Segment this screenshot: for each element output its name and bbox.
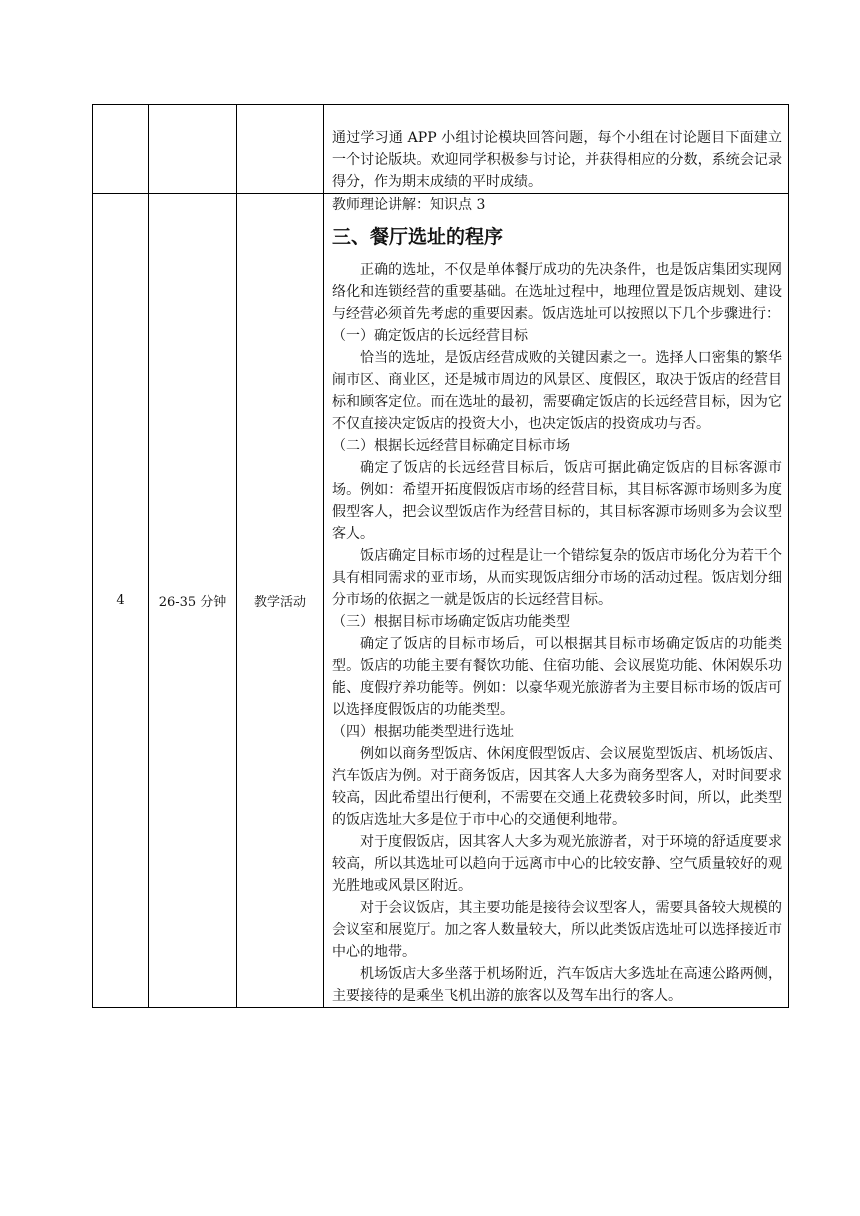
cell-empty-number [93,105,149,194]
body-paragraph: 确定了饭店的目标市场后，可以根据其目标市场确定饭店的功能类型。饭店的功能主要有餐饮功能、住宿功能、会议展览功能、休闲娱乐功能、度假疗养功能等。例如：以豪华观光旅游者为主要目标市场的饭店可以选择度假饭店的功能类型。 [332,636,782,718]
cell-row-number: 4 [93,194,149,1008]
body-paragraph: 饭店确定目标市场的过程是让一个错综复杂的饭店市场化分为若干个具有相同需求的亚市场，从而实现饭店细分市场的活动过程。饭店划分细分市场的依据之一就是饭店的长远经营目标。 [332,548,782,608]
cell-empty-time [149,105,237,194]
body-paragraph: 确定了饭店的长远经营目标后，饭店可据此确定饭店的目标客源市场。例如：希望开拓度假饭店市场的经营目标，其目标客源市场则多为度假型客人，把会议型饭店作为经营目标的，其目标客源市场则多为会议型客人。 [332,460,782,542]
knowledge-point-label: 教师理论讲解：知识点 3 [332,197,486,213]
cell-empty-type [237,105,324,194]
body-paragraph: 对于会议饭店，其主要功能是接待会议型客人，需要具备较大规模的会议室和展览厅。加之客人数量较大，所以此类饭店选址可以选择接近市中心的地带。 [332,900,782,960]
paragraph-list [332,259,782,1007]
subsection-heading: （三）根据目标市场确定饭店功能类型 [332,614,570,630]
body-paragraph: 正确的选址，不仅是单体餐厅成功的先决条件，也是饭店集团实现网络化和连锁经营的重要基础。在选址过程中，地理位置是饭店规划、建设与经营必须首先考虑的重要因素。饭店选址可以按照以下几个步骤进行： [332,262,782,322]
body-paragraph: 机场饭店大多坐落于机场附近，汽车饭店大多选址在高速公路两侧，主要接待的是乘坐飞机出游的旅客以及驾车出行的客人。 [332,966,782,1004]
subsection-heading: （一）确定饭店的长远经营目标 [332,328,528,344]
table-row-4 [93,194,789,1008]
body-paragraph: 恰当的选址，是饭店经营成败的关键因素之一。选择人口密集的繁华闹市区、商业区，还是城市周边的风景区、度假区，取决于饭店的经营目标和顾客定位。而在选址的最初，需要确定饭店的长远经营目标，因为它不仅直接决定饭店的投资大小，也决定饭店的投资成功与否。 [332,350,782,432]
subsection-heading: （二）根据长远经营目标确定目标市场 [332,438,570,454]
lesson-plan-table [92,104,789,1008]
subsection-heading: （四）根据功能类型进行选址 [332,724,514,740]
body-paragraph: 例如以商务型饭店、休闲度假型饭店、会议展览型饭店、机场饭店、汽车饭店为例。对于商务饭店，因其客人大多为商务型客人，对时间要求较高，因此希望出行便利，不需要在交通上花费较多时间，所以，此类型的饭店选址大多是位于市中心的交通便利地带。 [332,746,782,828]
table-row-previous [93,105,789,194]
body-paragraph: 对于度假饭店，因其客人大多为观光旅游者，对于环境的舒适度要求较高，所以其选址可以趋向于远离市中心的比较安静、空气质量较好的观光胜地或风景区附近。 [332,834,782,894]
cell-discussion-instructions [324,105,789,194]
section-heading: 三、餐厅选址的程序 [332,226,504,248]
cell-activity-type: 教学活动 [237,194,324,1008]
discussion-instructions-text: 通过学习通 APP 小组讨论模块回答问题，每个小组在讨论题目下面建立一个讨论版块。欢迎同学积极参与讨论，并获得相应的分数，系统会记录得分，作为期末成绩的平时成绩。 [332,130,782,190]
cell-time-range: 26-35 分钟 [149,194,237,1008]
cell-lesson-content [324,194,789,1008]
